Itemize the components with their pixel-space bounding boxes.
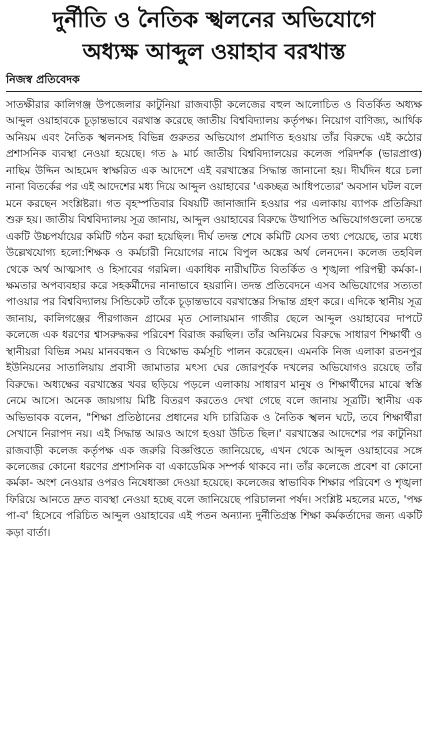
byline-divider <box>6 91 422 92</box>
article-body: সাতক্ষীরার কালিগঞ্জ উপজেলার কাটুনিয়া রাজবাড়ী কলেজের বহুল আলোচিত ও বিতর্কিত অধ্যক্ষ আব্দুল ওয়াহাবকে চূড়ান্তভাবে বরখাস্ত করেছে জাতীয় বিশ্ববিদ্যালয় কর্তৃপক্ষ। নিয়োগ বাণিজ্য, আর্থিক অনিয়ম এবং নৈতিক স্খলনসহ বিভিন্ন গুরুতর অভিযোগ প্রমাণিত হওয়ায় তাঁর বিরুদ্ধে এই কঠোর প্রশাসনিক ব্যবস্থা নেওয়া হয়েছে। গত ৯ মার্চ জাতীয় বিশ্ববিদ্যালয়ের কলেজ পরিদর্শক (ভারপ্রাপ্ত) নাছিম উদ্দিন আহমেদ স্বাক্ষরিত এক আদেশে এই বরখাস্তের সিদ্ধান্ত জানানো হয়। দীর্ঘদিন ধরে চলা নানা বিতর্কের পর এই আদেশের মধ্য দিয়ে আব্দুল ওয়াহাবের 'একচ্ছত্র আধিপত্যের' অবসান ঘটল বলে মনে করছেন সংশ্লিষ্টরা। গত বৃহস্পতিবার বিষয়টি জানাজানি হওয়ার পর এলাকায় ব্যাপক প্রতিক্রিয়া শুরু হয়। জাতীয় বিশ্ববিদ্যালয় সূত্র জানায়, আব্দুল ওয়াহাবের বিরুদ্ধে উত্থাপিত অভিযোগগুলো তদন্তে একটি উচ্চপর্যায়ের কমিটি গঠন করা হয়েছিল। দীর্ঘ তদন্ত শেষে কমিটি যেসব তথ্য পেয়েছে, তার মধ্যে উল্লেখযোগ্য হলো:শিক্ষক ও কর্মচারী নিয়োগের নামে বিপুল অঙ্কের অর্থ লেনদেন। কলেজ তহবিল থেকে অর্থ আত্মসাৎ ও হিসাবের গরমিল। একাধিক নারীঘটিত বিতর্কিত ও শৃঙ্খলা পরিপন্থী কর্মকা-। ক্ষমতার অপব্যবহার করে সহকর্মীদের নানাভাবে হয়রানি। তদন্ত প্রতিবেদনে এসব অভিযোগের সত্যতা পাওয়ার পর বিশ্ববিদ্যালয় সিন্ডিকেট তাঁকে চূড়ান্তভাবে বরখাস্তের সিদ্ধান্ত গ্রহণ করে। এদিকে স্থানীয় সূত্র জানায়, কালিগঞ্জের পীরগাজন গ্রামের মৃত সোলায়মান গাজীর ছেলে আব্দুল ওয়াহাবের দাপটে কলেজে এক ধরণের শ্বাসরুদ্ধকর পরিবেশ বিরাজ করছিল। তাঁর অনিয়মের বিরুদ্ধে সাধারণ শিক্ষার্থী ও স্থানীয়রা বিভিন্ন সময় মানববন্ধন ও বিক্ষোভ কর্মসূচি পালন করেছেন। এমনকি নিজ এলাকা রতনপুর ইউনিয়নের সাতালিয়ায় প্রবাসী জামাতার মৎস্য ঘের জোরপূর্বক দখলের অভিযোগও রয়েছে তাঁর বিরুদ্ধে। অধ্যক্ষের বরখাস্তের খবর ছড়িয়ে পড়লে এলাকায় সাধারণ মানুষ ও শিক্ষার্থীদের মাঝে স্বস্তি নেমে আসে। অনেক জায়গায় মিষ্টি বিতরণ করতেও দেখা গেছে বলে জানায় সূত্রটি। স্থানীয় এক অভিভাবক বলেন, "শিক্ষা প্রতিষ্ঠানের প্রধানের যদি চারিত্রিক ও নৈতিক স্খলন ঘটে, তবে শিক্ষার্থীরা সেখানে নিরাপদ নয়। এই সিদ্ধান্ত আরও আগে হওয়া উচিত ছিল।' বরখাস্তের আদেশের পর কাটুনিয়া রাজবাড়ী কলেজ কর্তৃপক্ষ এক জরুরি বিজ্ঞপ্তিতে জানিয়েছে, এখন থেকে আব্দুল ওয়াহাবের সঙ্গে কলেজের কোনো ধরণের প্রশাসনিক বা একাডেমিক সম্পর্ক থাকবে না। তাঁর কলেজে প্রবেশ বা কোনো কর্মকা- অংশ নেওয়ার ওপরও নিষেধাজ্ঞা দেওয়া হয়েছে। কলেজের স্বাভাবিক শিক্ষার পরিবেশ ও শৃঙ্খলা ফিরিয়ে আনতে দ্রুত ব্যবস্থা নেওয়া হচ্ছে বলে জানিয়েছে পরিচালনা পর্ষদ। সংশ্লিষ্ট মহলের মতে, 'পক্ষ পা-ব' হিসেবে পরিচিত আব্দুল ওয়াহাবের এই পতন অন্যান্য দুর্নীতিগ্রস্ত শিক্ষা কর্মকর্তাদের জন্য একটি কড়া বার্তা। <box>6 99 422 539</box>
byline: নিজস্ব প্রতিবেদক <box>6 73 80 86</box>
headline-line-1: দুর্নীতি ও নৈতিক স্খলনের অভিযোগে <box>52 7 376 33</box>
headline-line-2: অধ্যক্ষ আব্দুল ওয়াহাব বরখাস্ত <box>82 39 346 65</box>
headline <box>6 4 422 68</box>
